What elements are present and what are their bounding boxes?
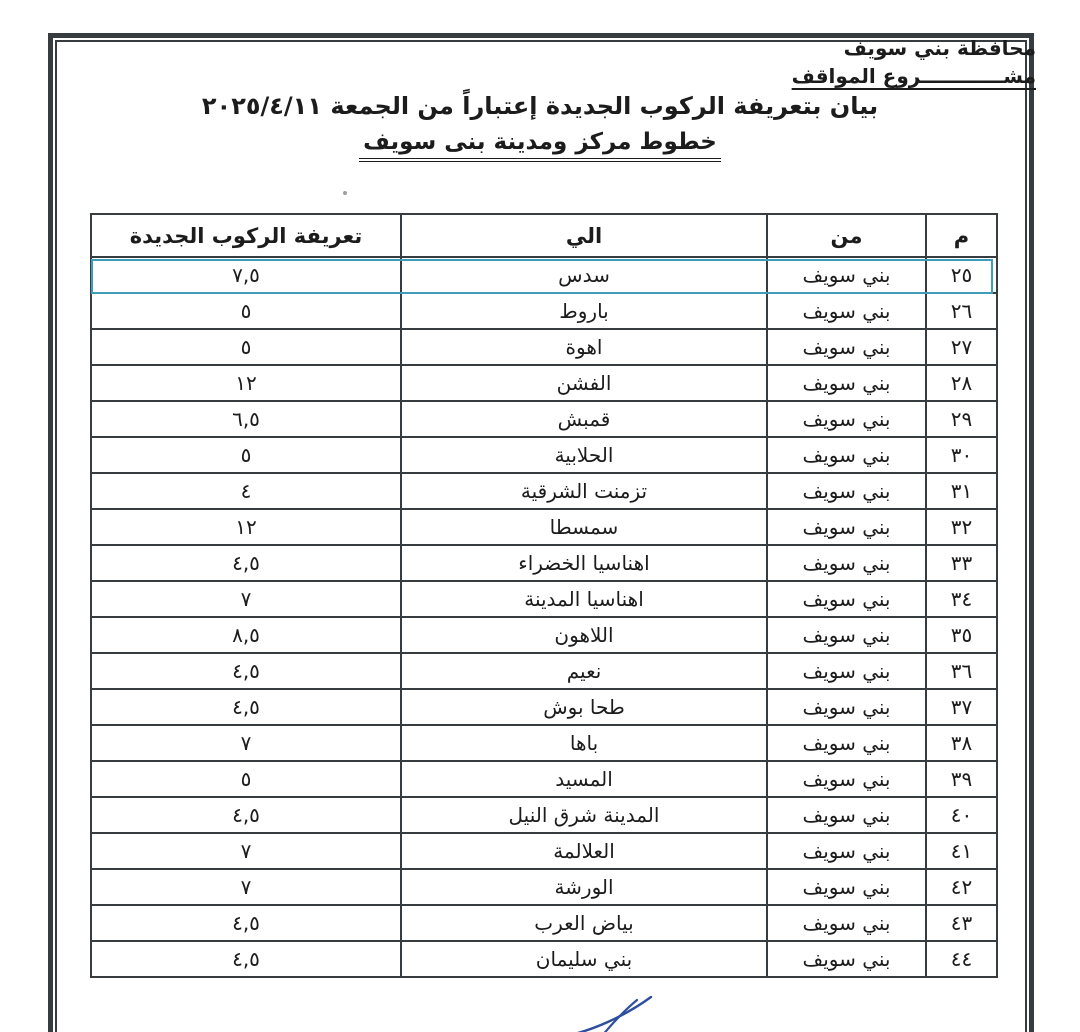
table-row (91, 509, 997, 545)
table-row (91, 905, 997, 941)
cell-fare: ٥ (91, 761, 401, 797)
cell-to: طحا بوش (401, 689, 767, 725)
col-header-fare: تعريفة الركوب الجديدة (91, 214, 401, 257)
cell-from: بني سويف (767, 329, 926, 365)
table-row (91, 545, 997, 581)
cell-no: ٤١ (926, 833, 997, 869)
cell-to: باها (401, 725, 767, 761)
table-row (91, 797, 997, 833)
cell-from: بني سويف (767, 905, 926, 941)
cell-from: بني سويف (767, 617, 926, 653)
cell-fare: ٧ (91, 581, 401, 617)
cell-no: ٣٨ (926, 725, 997, 761)
cell-from: بني سويف (767, 401, 926, 437)
cell-no: ٢٥ (926, 257, 997, 293)
cell-fare: ٧ (91, 869, 401, 905)
cell-from: بني سويف (767, 653, 926, 689)
cell-no: ٤٤ (926, 941, 997, 977)
cell-no: ٣٩ (926, 761, 997, 797)
cell-from: بني سويف (767, 545, 926, 581)
table-row (91, 401, 997, 437)
cell-from: بني سويف (767, 761, 926, 797)
cell-fare: ٤,٥ (91, 653, 401, 689)
cell-to: تزمنت الشرقية (401, 473, 767, 509)
table-row (91, 365, 997, 401)
cell-from: بني سويف (767, 941, 926, 977)
cell-to: باروط (401, 293, 767, 329)
cell-no: ٣١ (926, 473, 997, 509)
cell-from: بني سويف (767, 257, 926, 293)
cell-from: بني سويف (767, 293, 926, 329)
cell-fare: ٥ (91, 293, 401, 329)
cell-from: بني سويف (767, 473, 926, 509)
cell-fare: ٤,٥ (91, 941, 401, 977)
table-row (91, 257, 997, 293)
cell-fare: ٤,٥ (91, 545, 401, 581)
cell-fare: ١٢ (91, 365, 401, 401)
cell-to: العلالمة (401, 833, 767, 869)
cell-from: بني سويف (767, 437, 926, 473)
table-row (91, 293, 997, 329)
cell-no: ٤٣ (926, 905, 997, 941)
ink-speck (343, 191, 347, 195)
cell-to: بياض العرب (401, 905, 767, 941)
cell-fare: ٧ (91, 725, 401, 761)
document-subtitle-text: خطوط مركز ومدينة بنى سويف (359, 129, 721, 162)
table-row (91, 329, 997, 365)
cell-from: بني سويف (767, 833, 926, 869)
table-row (91, 617, 997, 653)
cell-fare: ٨,٥ (91, 617, 401, 653)
cell-no: ٤٢ (926, 869, 997, 905)
letterhead (792, 34, 1036, 90)
cell-fare: ٥ (91, 329, 401, 365)
cell-to: اهناسيا الخضراء (401, 545, 767, 581)
cell-fare: ٤ (91, 473, 401, 509)
col-header-to: الي (401, 214, 767, 257)
governorate-name: محافظة بني سويف (843, 36, 1036, 60)
cell-from: بني سويف (767, 869, 926, 905)
document-subtitle (60, 129, 1020, 162)
cell-from: بني سويف (767, 509, 926, 545)
cell-no: ٣٠ (926, 437, 997, 473)
cell-fare: ٧,٥ (91, 257, 401, 293)
cell-fare: ٤,٥ (91, 689, 401, 725)
fare-table (90, 213, 998, 978)
cell-no: ٢٩ (926, 401, 997, 437)
table-row (91, 581, 997, 617)
document-title: بيان بتعريفة الركوب الجديدة إعتباراً من الجمعة ٢٠٢٥/٤/١١ (201, 92, 879, 120)
fare-table-body (91, 257, 997, 977)
cell-no: ٤٠ (926, 797, 997, 833)
cell-no: ٢٧ (926, 329, 997, 365)
cell-no: ٣٢ (926, 509, 997, 545)
col-header-no: م (926, 214, 997, 257)
cell-to: اهوة (401, 329, 767, 365)
table-header-row (91, 214, 997, 257)
cell-to: الورشة (401, 869, 767, 905)
cell-no: ٣٥ (926, 617, 997, 653)
cell-to: نعيم (401, 653, 767, 689)
cell-no: ٢٦ (926, 293, 997, 329)
cell-no: ٣٤ (926, 581, 997, 617)
cell-from: بني سويف (767, 581, 926, 617)
cell-from: بني سويف (767, 797, 926, 833)
table-row (91, 473, 997, 509)
cell-no: ٣٦ (926, 653, 997, 689)
cell-fare: ٤,٥ (91, 905, 401, 941)
table-row (91, 689, 997, 725)
col-header-from: من (767, 214, 926, 257)
cell-fare: ١٢ (91, 509, 401, 545)
cell-to: اهناسيا المدينة (401, 581, 767, 617)
table-row (91, 653, 997, 689)
cell-to: الفشن (401, 365, 767, 401)
cell-to: بني سليمان (401, 941, 767, 977)
cell-fare: ٧ (91, 833, 401, 869)
table-row (91, 869, 997, 905)
cell-to: قمبش (401, 401, 767, 437)
table-row (91, 833, 997, 869)
cell-to: الحلابية (401, 437, 767, 473)
cell-from: بني سويف (767, 365, 926, 401)
cell-to: سدس (401, 257, 767, 293)
cell-fare: ٦,٥ (91, 401, 401, 437)
cell-to: اللاهون (401, 617, 767, 653)
table-row (91, 761, 997, 797)
cell-to: المسيد (401, 761, 767, 797)
department-name: مشــــــــــــروع المواقف (791, 64, 1036, 88)
cell-to: سمسطا (401, 509, 767, 545)
cell-fare: ٥ (91, 437, 401, 473)
cell-from: بني سويف (767, 689, 926, 725)
cell-fare: ٤,٥ (91, 797, 401, 833)
table-row (91, 437, 997, 473)
cell-no: ٢٨ (926, 365, 997, 401)
table-row (91, 725, 997, 761)
cell-no: ٣٧ (926, 689, 997, 725)
table-row (91, 941, 997, 977)
cell-no: ٣٣ (926, 545, 997, 581)
cell-from: بني سويف (767, 725, 926, 761)
cell-to: المدينة شرق النيل (401, 797, 767, 833)
